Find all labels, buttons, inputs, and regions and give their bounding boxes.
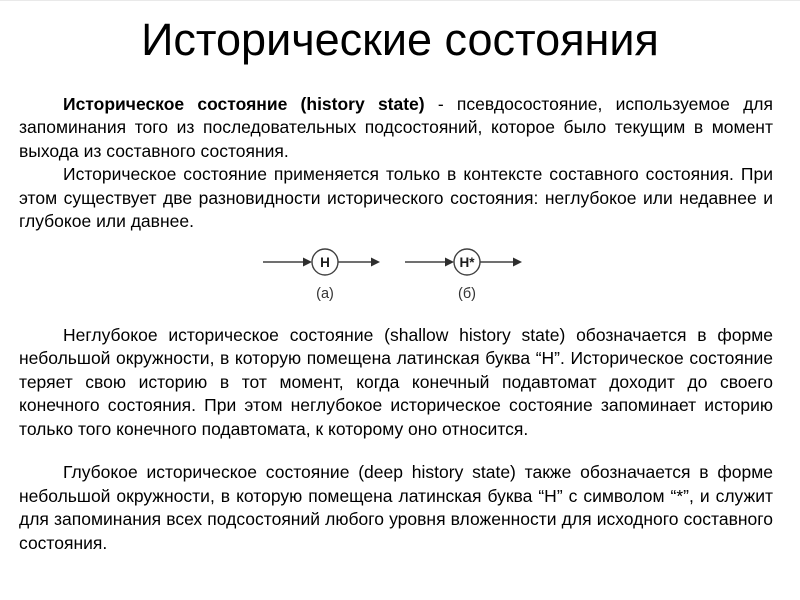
shallow-incoming-arrowhead-icon <box>303 257 312 266</box>
deep-outgoing-arrowhead-icon <box>513 257 522 266</box>
paragraph-deep-history: Глубокое историческое состояние (deep history state) также обозначается в форме небольшой окружности, в которую помещена латинская буква “Н” с символом “*”, и служит для запоминания всех подсостояний любого уровня вложенности для исходного составного состояния. <box>19 462 773 553</box>
history-state-definition-text: - псевдосостояние, используемое для запоминания того из последовательных подсостояний, которое было текущим в момент выхода из составного состояния. <box>19 93 773 161</box>
shallow-history-state-letter: H <box>320 254 330 270</box>
history-state-notation-diagram <box>19 246 773 304</box>
deep-history-group <box>405 249 522 302</box>
diagram-caption-a: (а) <box>316 285 334 302</box>
deep-incoming-arrowhead-icon <box>445 257 454 266</box>
shallow-outgoing-arrowhead-icon <box>371 257 380 266</box>
shallow-history-group <box>263 249 380 302</box>
paragraph-history-state-definition <box>19 93 773 164</box>
paragraph-context: Историческое состояние применяется только в контексте составного состояния. При этом существует две разновидности исторического состояния: неглубокое или недавнее и глубокое или давнее. <box>19 164 773 232</box>
history-state-notation-svg <box>261 246 531 304</box>
slide-body <box>0 93 800 556</box>
paragraph-shallow-history: Неглубокое историческое состояние (shallow history state) обозначается в форме небольшой окружности, в которую помещена латинская буква “Н”. Историческое состояние теряет свою историю в тот момент, когда конечный подавтомат доходит до своего конечного состояния. При этом неглубокое историческое состояние запоминает историю только того конечного подавтомата, к которому оно относится. <box>19 324 773 439</box>
slide-title: Исторические состояния <box>141 14 659 65</box>
history-state-term-bold: Историческое состояние (history state) <box>63 93 425 114</box>
diagram-caption-b: (б) <box>458 285 476 302</box>
deep-history-state-letter: H* <box>459 254 475 270</box>
